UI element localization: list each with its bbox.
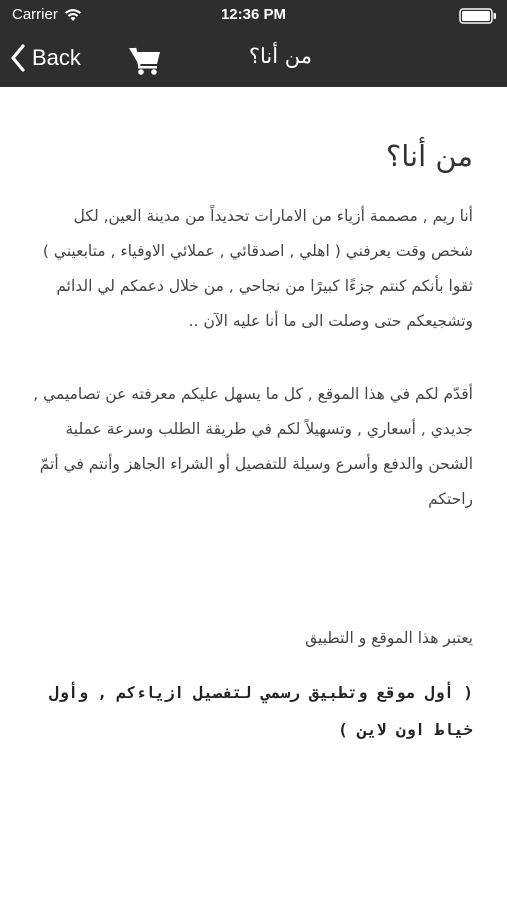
intro-paragraph: أنا ريم , مصممة أزياء من الامارات تحديداً من مدينة العين, لكل شخص وقت يعرفني ( اهلي , اصدقائي , عملائي الاوفياء , متابعيني ) ثقوا بأنكم كنتم جزءًا كبيرًا من نجاحي , من خلال دعمكم لي الدائم وتشجيعكم حتى وصلت الى ما أنا عليه الآن ..: [42, 207, 473, 330]
cart-icon[interactable]: [127, 42, 163, 78]
page-title: من أنا؟: [385, 139, 473, 173]
chevron-left-icon: [10, 44, 26, 72]
back-label: Back: [32, 45, 81, 70]
highlight-statement: ( أول موقع وتطبيق رسمي لتفصيل ازياءكم , وأول خياط اون لاين ): [49, 683, 473, 739]
status-time: 12:36 PM: [220, 6, 287, 23]
status-bar: [0, 0, 507, 30]
battery-icon: [459, 8, 497, 24]
carrier-label: Carrier: [12, 6, 58, 23]
nav-title: من أنا؟: [248, 44, 312, 68]
site-intro-line: يعتبر هذا الموقع و التطبيق: [305, 629, 473, 647]
services-paragraph: أقدّم لكم في هذا الموقع , كل ما يسهل عليكم معرفته عن تصاميمي , جديدي , أسعاري , وتسهيلاً لكم في طريقة الطلب وسرعة عملية الشحن والدفع وأسرع وسيلة للتفصيل أو الشراء الجاهز وأنتم في أتمّ راحتكم: [33, 385, 473, 508]
navigation-bar: [0, 30, 507, 87]
back-button[interactable]: [10, 40, 81, 76]
